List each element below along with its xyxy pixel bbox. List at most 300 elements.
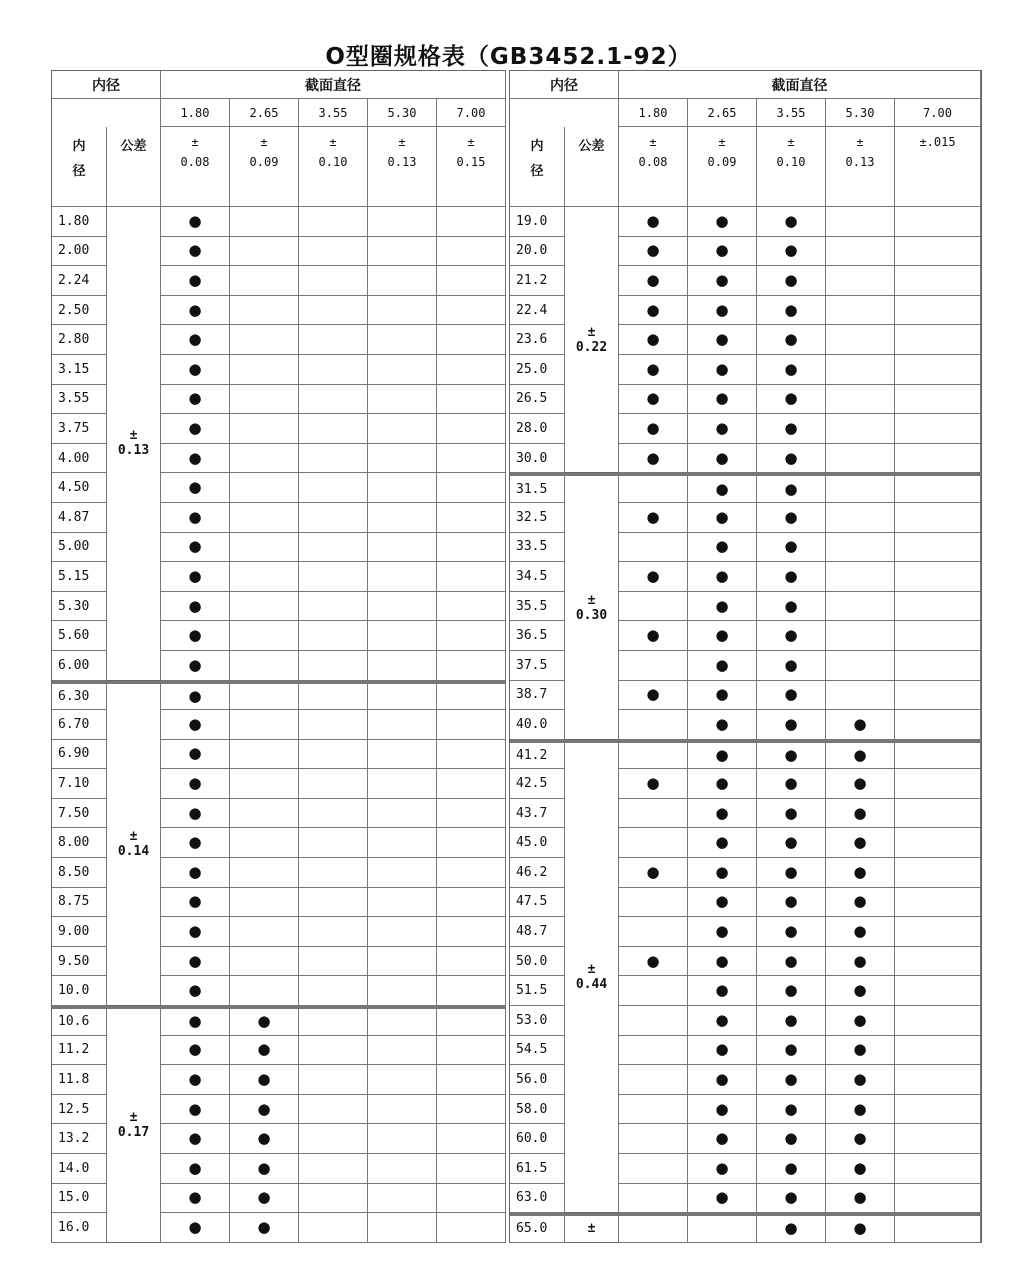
size-cell bbox=[757, 503, 826, 533]
inner-diameter-cell: 31.5 bbox=[510, 473, 565, 503]
available-dot-icon: ● bbox=[715, 1158, 729, 1177]
inner-diameter-cell: 26.5 bbox=[510, 385, 565, 415]
available-dot-icon: ● bbox=[784, 507, 798, 526]
inner-diameter-cell: 2.80 bbox=[52, 325, 107, 355]
size-cell bbox=[437, 503, 506, 533]
size-cell bbox=[230, 947, 299, 977]
available-dot-icon: ● bbox=[715, 745, 729, 764]
size-cell bbox=[895, 681, 981, 711]
size-cell bbox=[437, 1006, 506, 1036]
available-dot-icon: ● bbox=[257, 1012, 271, 1031]
size-cell bbox=[299, 1036, 368, 1066]
size-cell bbox=[230, 740, 299, 770]
available-dot-icon: ● bbox=[646, 389, 660, 408]
size-cell bbox=[826, 296, 895, 326]
size-cell bbox=[895, 1184, 981, 1214]
size-cell bbox=[688, 207, 757, 237]
size-cell bbox=[161, 592, 230, 622]
section-size-header: 7.00 bbox=[437, 99, 506, 127]
size-cell bbox=[437, 355, 506, 385]
size-cell bbox=[895, 1213, 981, 1243]
size-cell bbox=[437, 888, 506, 918]
size-cell bbox=[619, 769, 688, 799]
size-cell bbox=[368, 533, 437, 563]
size-cell bbox=[437, 799, 506, 829]
size-cell bbox=[299, 1154, 368, 1184]
size-cell bbox=[437, 1036, 506, 1066]
size-cell bbox=[826, 592, 895, 622]
available-dot-icon: ● bbox=[188, 981, 202, 1000]
size-cell bbox=[230, 681, 299, 711]
available-dot-icon: ● bbox=[715, 270, 729, 289]
tolerance-group-value: 0.13 bbox=[117, 443, 150, 459]
size-cell bbox=[299, 1065, 368, 1095]
size-cell bbox=[161, 1006, 230, 1036]
size-cell bbox=[437, 533, 506, 563]
inner-diameter-cell: 6.30 bbox=[52, 681, 107, 711]
available-dot-icon: ● bbox=[188, 1158, 202, 1177]
inner-diameter-cell: 3.75 bbox=[52, 414, 107, 444]
size-cell bbox=[230, 325, 299, 355]
available-dot-icon: ● bbox=[853, 1129, 867, 1148]
inner-diameter-cell: 7.50 bbox=[52, 799, 107, 829]
size-cell bbox=[368, 444, 437, 474]
available-dot-icon: ● bbox=[646, 774, 660, 793]
size-cell bbox=[299, 1006, 368, 1036]
section-size-header: 1.80 bbox=[161, 99, 230, 127]
available-dot-icon: ● bbox=[715, 448, 729, 467]
size-cell bbox=[688, 592, 757, 622]
section-tolerance-header bbox=[826, 127, 895, 207]
size-cell bbox=[368, 385, 437, 415]
available-dot-icon: ● bbox=[646, 626, 660, 645]
size-cell bbox=[688, 266, 757, 296]
size-cell bbox=[161, 769, 230, 799]
available-dot-icon: ● bbox=[853, 803, 867, 822]
size-cell bbox=[368, 237, 437, 267]
size-cell bbox=[619, 355, 688, 385]
size-cell bbox=[299, 237, 368, 267]
available-dot-icon: ● bbox=[715, 389, 729, 408]
size-cell bbox=[437, 828, 506, 858]
available-dot-icon: ● bbox=[646, 241, 660, 260]
size-cell bbox=[757, 592, 826, 622]
size-cell bbox=[619, 1154, 688, 1184]
size-cell bbox=[688, 769, 757, 799]
section-size-header: 3.55 bbox=[757, 99, 826, 127]
available-dot-icon: ● bbox=[188, 566, 202, 585]
available-dot-icon: ● bbox=[188, 862, 202, 881]
size-cell bbox=[368, 651, 437, 681]
inner-diameter-cell: 4.50 bbox=[52, 473, 107, 503]
available-dot-icon: ● bbox=[188, 803, 202, 822]
available-dot-icon: ● bbox=[784, 922, 798, 941]
size-cell bbox=[757, 296, 826, 326]
size-cell bbox=[688, 858, 757, 888]
section-tolerance-value: 0.09 bbox=[249, 155, 279, 169]
size-cell bbox=[161, 207, 230, 237]
size-cell bbox=[299, 296, 368, 326]
tolerance-label bbox=[565, 127, 619, 207]
available-dot-icon: ● bbox=[784, 566, 798, 585]
size-cell bbox=[161, 473, 230, 503]
size-cell bbox=[895, 444, 981, 474]
size-cell bbox=[230, 207, 299, 237]
size-cell bbox=[895, 769, 981, 799]
size-cell bbox=[757, 1006, 826, 1036]
available-dot-icon: ● bbox=[784, 241, 798, 260]
size-cell bbox=[688, 1124, 757, 1154]
inner-label-top: 内 bbox=[530, 139, 544, 154]
available-dot-icon: ● bbox=[188, 892, 202, 911]
size-cell bbox=[368, 917, 437, 947]
size-cell bbox=[826, 444, 895, 474]
available-dot-icon: ● bbox=[784, 270, 798, 289]
size-cell bbox=[619, 651, 688, 681]
inner-diameter-cell: 12.5 bbox=[52, 1095, 107, 1125]
size-cell bbox=[895, 473, 981, 503]
size-cell bbox=[757, 681, 826, 711]
size-cell bbox=[230, 444, 299, 474]
size-cell bbox=[688, 355, 757, 385]
inner-diameter-cell: 13.2 bbox=[52, 1124, 107, 1154]
size-cell bbox=[161, 414, 230, 444]
inner-label bbox=[52, 127, 107, 207]
size-cell bbox=[299, 621, 368, 651]
inner-label bbox=[510, 127, 565, 207]
size-cell bbox=[757, 710, 826, 740]
size-cell bbox=[688, 917, 757, 947]
size-cell bbox=[230, 562, 299, 592]
size-cell bbox=[437, 385, 506, 415]
size-cell bbox=[368, 1124, 437, 1154]
available-dot-icon: ● bbox=[853, 745, 867, 764]
available-dot-icon: ● bbox=[188, 241, 202, 260]
size-cell bbox=[688, 325, 757, 355]
size-cell bbox=[757, 562, 826, 592]
size-cell bbox=[826, 1006, 895, 1036]
plus-minus-sign: ± bbox=[129, 1110, 138, 1126]
section-tolerance-value: 0.10 bbox=[318, 155, 348, 169]
inner-diameter-cell: 50.0 bbox=[510, 947, 565, 977]
size-cell bbox=[368, 296, 437, 326]
section-diameter-header: 截面直径 bbox=[619, 71, 981, 99]
size-cell bbox=[895, 799, 981, 829]
available-dot-icon: ● bbox=[715, 951, 729, 970]
available-dot-icon: ● bbox=[784, 1129, 798, 1148]
inner-diameter-cell: 22.4 bbox=[510, 296, 565, 326]
available-dot-icon: ● bbox=[784, 359, 798, 378]
inner-diameter-cell: 8.75 bbox=[52, 888, 107, 918]
inner-diameter-cell: 58.0 bbox=[510, 1095, 565, 1125]
size-cell bbox=[895, 296, 981, 326]
size-cell bbox=[688, 621, 757, 651]
size-cell bbox=[757, 325, 826, 355]
size-cell bbox=[230, 858, 299, 888]
size-cell bbox=[299, 1213, 368, 1243]
inner-diameter-cell: 65.0 bbox=[510, 1213, 565, 1243]
section-tolerance-value: 0.09 bbox=[707, 155, 737, 169]
inner-diameter-cell: 36.5 bbox=[510, 621, 565, 651]
available-dot-icon: ● bbox=[853, 774, 867, 793]
size-cell bbox=[230, 621, 299, 651]
plus-minus-sign: ± bbox=[467, 135, 475, 149]
tolerance-group bbox=[565, 473, 619, 739]
available-dot-icon: ● bbox=[188, 537, 202, 556]
size-cell bbox=[826, 710, 895, 740]
size-cell bbox=[437, 976, 506, 1006]
available-dot-icon: ● bbox=[257, 1188, 271, 1207]
inner-diameter-cell: 5.30 bbox=[52, 592, 107, 622]
available-dot-icon: ● bbox=[784, 389, 798, 408]
available-dot-icon: ● bbox=[784, 1188, 798, 1207]
size-cell bbox=[619, 592, 688, 622]
available-dot-icon: ● bbox=[646, 330, 660, 349]
inner-diameter-header: 内径 bbox=[52, 71, 161, 99]
size-cell bbox=[619, 917, 688, 947]
inner-diameter-cell: 40.0 bbox=[510, 710, 565, 740]
section-size-header: 1.80 bbox=[619, 99, 688, 127]
available-dot-icon: ● bbox=[784, 330, 798, 349]
available-dot-icon: ● bbox=[784, 418, 798, 437]
inner-diameter-cell: 21.2 bbox=[510, 266, 565, 296]
size-cell bbox=[826, 237, 895, 267]
size-cell bbox=[368, 947, 437, 977]
size-cell bbox=[688, 473, 757, 503]
tolerance-group-value: 0.14 bbox=[117, 844, 150, 860]
size-cell bbox=[688, 1154, 757, 1184]
section-tolerance-header bbox=[895, 127, 981, 207]
available-dot-icon: ● bbox=[646, 359, 660, 378]
size-cell bbox=[299, 888, 368, 918]
available-dot-icon: ● bbox=[188, 951, 202, 970]
section-size-header: 2.65 bbox=[688, 99, 757, 127]
available-dot-icon: ● bbox=[646, 300, 660, 319]
size-cell bbox=[826, 858, 895, 888]
section-tolerance-header bbox=[230, 127, 299, 207]
available-dot-icon: ● bbox=[188, 270, 202, 289]
size-cell bbox=[688, 976, 757, 1006]
size-cell bbox=[368, 1154, 437, 1184]
plus-minus-sign: ± bbox=[260, 135, 268, 149]
size-cell bbox=[757, 799, 826, 829]
size-cell bbox=[619, 740, 688, 770]
size-cell bbox=[619, 1184, 688, 1214]
size-cell bbox=[230, 237, 299, 267]
size-cell bbox=[437, 621, 506, 651]
inner-diameter-cell: 2.24 bbox=[52, 266, 107, 296]
inner-diameter-cell: 8.00 bbox=[52, 828, 107, 858]
inner-diameter-cell: 46.2 bbox=[510, 858, 565, 888]
size-cell bbox=[688, 533, 757, 563]
plus-minus-sign: ± bbox=[587, 1221, 596, 1237]
section-tolerance-value: 0.08 bbox=[638, 155, 668, 169]
inner-diameter-cell: 32.5 bbox=[510, 503, 565, 533]
size-cell bbox=[368, 1184, 437, 1214]
size-cell bbox=[368, 828, 437, 858]
size-cell bbox=[230, 1036, 299, 1066]
size-cell bbox=[299, 503, 368, 533]
available-dot-icon: ● bbox=[646, 448, 660, 467]
tolerance-group-value: 0.17 bbox=[117, 1125, 150, 1141]
section-tolerance-header bbox=[757, 127, 826, 207]
size-cell bbox=[826, 266, 895, 296]
available-dot-icon: ● bbox=[715, 685, 729, 704]
available-dot-icon: ● bbox=[257, 1217, 271, 1236]
available-dot-icon: ● bbox=[188, 389, 202, 408]
size-cell bbox=[826, 414, 895, 444]
size-cell bbox=[757, 237, 826, 267]
available-dot-icon: ● bbox=[784, 803, 798, 822]
size-cell bbox=[895, 1095, 981, 1125]
available-dot-icon: ● bbox=[784, 774, 798, 793]
size-cell bbox=[895, 325, 981, 355]
size-cell bbox=[161, 296, 230, 326]
section-tolerance-value: 0.15 bbox=[456, 155, 486, 169]
size-cell bbox=[437, 1095, 506, 1125]
size-cell bbox=[619, 533, 688, 563]
section-tolerance-header bbox=[688, 127, 757, 207]
size-cell bbox=[161, 621, 230, 651]
size-cell bbox=[895, 533, 981, 563]
size-cell bbox=[826, 681, 895, 711]
size-cell bbox=[688, 237, 757, 267]
size-cell bbox=[826, 533, 895, 563]
size-cell bbox=[437, 1065, 506, 1095]
size-cell bbox=[161, 355, 230, 385]
available-dot-icon: ● bbox=[784, 479, 798, 498]
size-cell bbox=[619, 207, 688, 237]
available-dot-icon: ● bbox=[784, 1219, 798, 1238]
inner-diameter-cell: 11.8 bbox=[52, 1065, 107, 1095]
section-tolerance-header bbox=[299, 127, 368, 207]
size-cell bbox=[230, 355, 299, 385]
size-cell bbox=[895, 1065, 981, 1095]
size-cell bbox=[826, 799, 895, 829]
available-dot-icon: ● bbox=[646, 270, 660, 289]
size-cell bbox=[368, 562, 437, 592]
inner-diameter-cell: 5.00 bbox=[52, 533, 107, 563]
available-dot-icon: ● bbox=[715, 507, 729, 526]
inner-diameter-cell: 51.5 bbox=[510, 976, 565, 1006]
inner-diameter-cell: 16.0 bbox=[52, 1213, 107, 1243]
size-cell bbox=[230, 385, 299, 415]
size-cell bbox=[299, 533, 368, 563]
size-cell bbox=[437, 562, 506, 592]
inner-diameter-header: 内径 bbox=[510, 71, 619, 99]
tolerance-group-value: 0.44 bbox=[575, 977, 608, 993]
size-cell bbox=[437, 237, 506, 267]
size-cell bbox=[161, 651, 230, 681]
size-cell bbox=[299, 858, 368, 888]
size-cell bbox=[368, 325, 437, 355]
size-cell bbox=[826, 385, 895, 415]
section-tolerance-value: 0.13 bbox=[387, 155, 417, 169]
size-cell bbox=[230, 976, 299, 1006]
size-cell bbox=[688, 651, 757, 681]
section-size-header: 3.55 bbox=[299, 99, 368, 127]
size-cell bbox=[230, 888, 299, 918]
available-dot-icon: ● bbox=[715, 981, 729, 1000]
size-cell bbox=[161, 681, 230, 711]
available-dot-icon: ● bbox=[853, 1070, 867, 1089]
size-cell bbox=[757, 1036, 826, 1066]
available-dot-icon: ● bbox=[715, 418, 729, 437]
inner-diameter-cell: 7.10 bbox=[52, 769, 107, 799]
inner-diameter-cell: 11.2 bbox=[52, 1036, 107, 1066]
size-cell bbox=[619, 621, 688, 651]
available-dot-icon: ● bbox=[188, 1012, 202, 1031]
size-cell bbox=[688, 1006, 757, 1036]
tolerance-group-value: 0.22 bbox=[575, 339, 608, 355]
size-cell bbox=[437, 1213, 506, 1243]
section-tolerance-value: 0.13 bbox=[845, 155, 875, 169]
inner-diameter-cell: 23.6 bbox=[510, 325, 565, 355]
size-cell bbox=[437, 947, 506, 977]
plus-minus-sign: ± bbox=[329, 135, 337, 149]
size-cell bbox=[368, 473, 437, 503]
available-dot-icon: ● bbox=[188, 507, 202, 526]
available-dot-icon: ● bbox=[715, 714, 729, 733]
size-cell bbox=[826, 1213, 895, 1243]
size-cell bbox=[895, 888, 981, 918]
size-cell bbox=[368, 976, 437, 1006]
available-dot-icon: ● bbox=[715, 359, 729, 378]
size-cell bbox=[688, 296, 757, 326]
size-cell bbox=[895, 710, 981, 740]
size-cell bbox=[161, 444, 230, 474]
inner-diameter-cell: 2.50 bbox=[52, 296, 107, 326]
plus-minus-sign: ± bbox=[129, 829, 138, 845]
size-cell bbox=[299, 473, 368, 503]
plus-minus-sign: ± bbox=[587, 962, 596, 978]
size-cell bbox=[757, 385, 826, 415]
size-cell bbox=[895, 917, 981, 947]
size-cell bbox=[437, 681, 506, 711]
size-cell bbox=[161, 917, 230, 947]
section-tolerance-value: 0.08 bbox=[180, 155, 210, 169]
size-cell bbox=[619, 1065, 688, 1095]
size-cell bbox=[826, 651, 895, 681]
size-cell bbox=[688, 1184, 757, 1214]
size-cell bbox=[895, 414, 981, 444]
available-dot-icon: ● bbox=[784, 1040, 798, 1059]
available-dot-icon: ● bbox=[784, 1158, 798, 1177]
header-blank bbox=[510, 99, 619, 127]
available-dot-icon: ● bbox=[784, 714, 798, 733]
size-cell bbox=[688, 681, 757, 711]
size-cell bbox=[688, 888, 757, 918]
size-cell bbox=[688, 1213, 757, 1243]
inner-diameter-cell: 3.15 bbox=[52, 355, 107, 385]
size-cell bbox=[299, 710, 368, 740]
size-cell bbox=[230, 799, 299, 829]
size-cell bbox=[368, 1036, 437, 1066]
size-cell bbox=[757, 355, 826, 385]
tolerance-group bbox=[565, 1213, 619, 1243]
size-cell bbox=[757, 621, 826, 651]
available-dot-icon: ● bbox=[188, 300, 202, 319]
size-cell bbox=[688, 1065, 757, 1095]
section-tolerance-value: 0.10 bbox=[776, 155, 806, 169]
size-cell bbox=[230, 917, 299, 947]
tolerance-group bbox=[565, 740, 619, 1214]
size-cell bbox=[826, 828, 895, 858]
size-cell bbox=[299, 266, 368, 296]
available-dot-icon: ● bbox=[715, 300, 729, 319]
size-cell bbox=[368, 414, 437, 444]
size-cell bbox=[368, 1213, 437, 1243]
